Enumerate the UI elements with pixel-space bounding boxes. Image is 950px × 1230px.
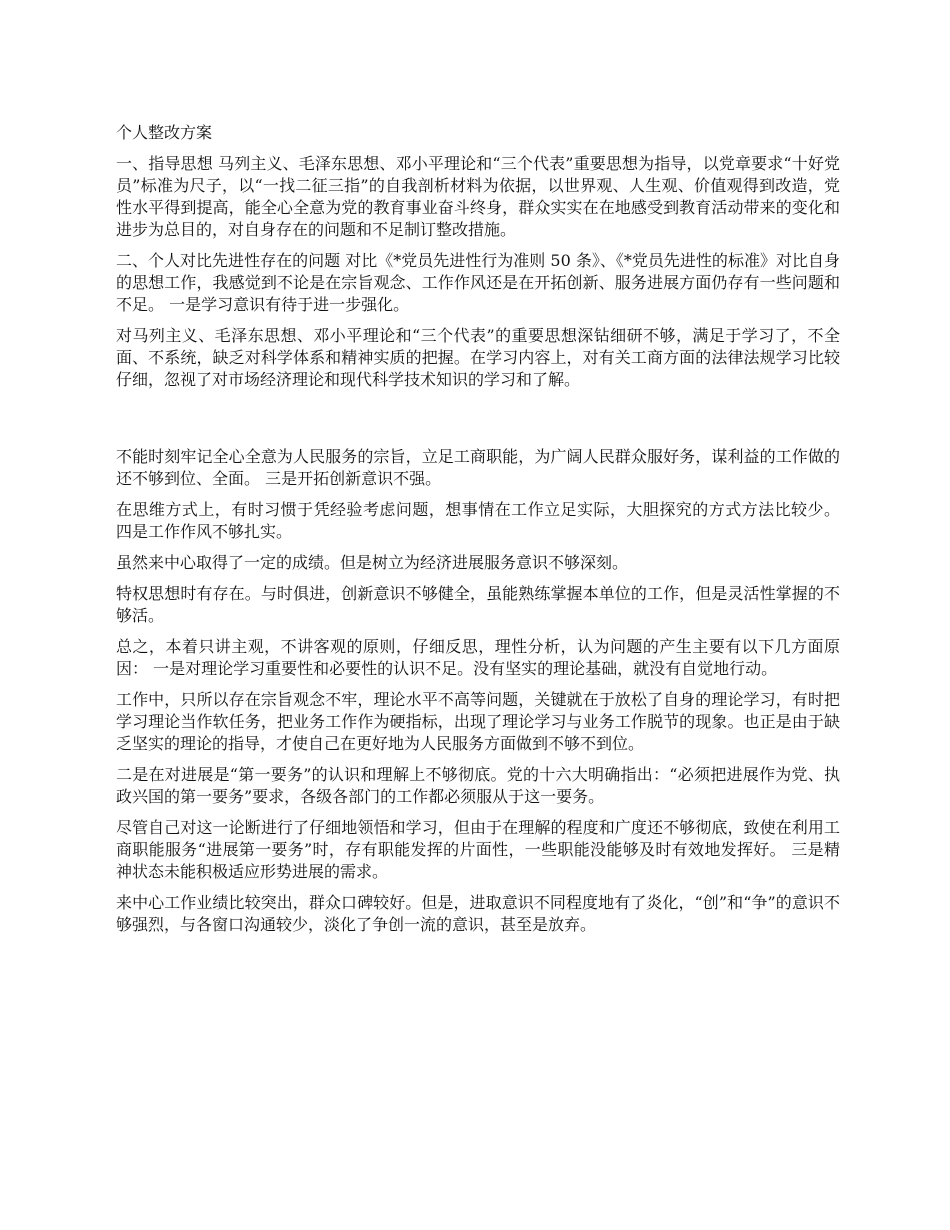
paragraph-privilege: 特权思想时有存在。与时俱进，创新意识不够健全，虽能熟练掌握本单位的工作，但是灵活性掌握的不够活。 xyxy=(116,584,840,625)
paragraph-enterprising-spirit: 来中心工作业绩比较突出，群众口碑较好。但是，进取意识不同程度地有了炎化，“创”和“争”的意识不够强烈，与各窗口沟通较少，淡化了争创一流的意识，甚至是放弃。 xyxy=(116,893,840,934)
paragraph-guiding-ideology: 一、指导思想 马列主义、毛泽东思想、邓小平理论和“三个代表”重要思想为指导，以党章要求“十好党员”标准为尺子，以“一找二征三指”的自我剖析材料为依据，以世界观、人生观、价值观得到改造，党性水平得到提高，能全心全意为党的教育事业奋斗终身，群众实实在在地感受到教育活动带来的变化和进步为总目的，对自身存在的问题和不足制订整改措施。 xyxy=(116,154,840,239)
paragraph-development-priority: 二是在对进展是“第一要务”的认识和理解上不够彻底。党的十六大明确指出：“必须把进展作为党、执政兴国的第一要务”要求，各级各部门的工作都必须服从于这一要务。 xyxy=(116,765,840,806)
paragraph-thinking-style: 在思维方式上，有时习惯于凭经验考虑问题，想事情在工作立足实际，大胆探究的方式方法比较少。 四是工作作风不够扎实。 xyxy=(116,500,840,541)
section-gap xyxy=(116,400,840,446)
document-page xyxy=(116,122,840,945)
paragraph-study-issues: 对马列主义、毛泽东思想、邓小平理论和“三个代表”的重要思想深钻细研不够，满足于学习了，不全面、不系统，缺乏对科学体系和精神实质的把握。在学习内容上，对有关工商方面的法律法规学习比较仔细，忽视了对市场经济理论和现代科学技术知识的学习和了解。 xyxy=(116,326,840,389)
document-title: 个人整改方案 xyxy=(116,123,213,142)
paragraph-summary-causes: 总之，本着只讲主观，不讲客观的原则，仔细反思，理性分析，认为问题的产生主要有以下几方面原因： 一是对理论学习重要性和必要性的认识不足。没有坚实的理论基础，就没有自觉地行动。 xyxy=(116,637,840,678)
paragraph-problems-intro: 二、个人对比先进性存在的问题 对比《*党员先进性行为准则 50 条》、《*党员先进性的标准》对比自身的思想工作，我感觉到不论是在宗旨观念、工作作风还是在开拓创新、服务进展方面仍存有一些问题和不足。 一是学习意识有待于进一步强化。 xyxy=(116,251,840,314)
paragraph-understanding: 尽管自己对这一论断进行了仔细地领悟和学习，但由于在理解的程度和广度还不够彻底，致使在利用工商职能服务“进展第一要务”时，存有职能发挥的片面性，一些职能没能够及时有效地发挥好。 三是精神状态未能积极适应形势进展的需求。 xyxy=(116,818,840,881)
paragraph-theory-study: 工作中，只所以存在宗旨观念不牢，理论水平不高等问题，关键就在于放松了自身的理论学习，有时把学习理论当作软任务，把业务工作作为硬指标，出现了理论学习与业务工作脱节的现象。也正是由于缺乏坚实的理论的指导，才使自己在更好地为人民服务方面做到不够不到位。 xyxy=(116,690,840,753)
paragraph-service-purpose: 不能时刻牢记全心全意为人民服务的宗旨，立足工商职能，为广阔人民群众服好务，谋利益的工作做的还不够到位、全面。 三是开拓创新意识不强。 xyxy=(116,447,840,488)
paragraph-achievements: 虽然来中心取得了一定的成绩。但是树立为经济进展服务意识不够深刻。 xyxy=(116,553,629,572)
